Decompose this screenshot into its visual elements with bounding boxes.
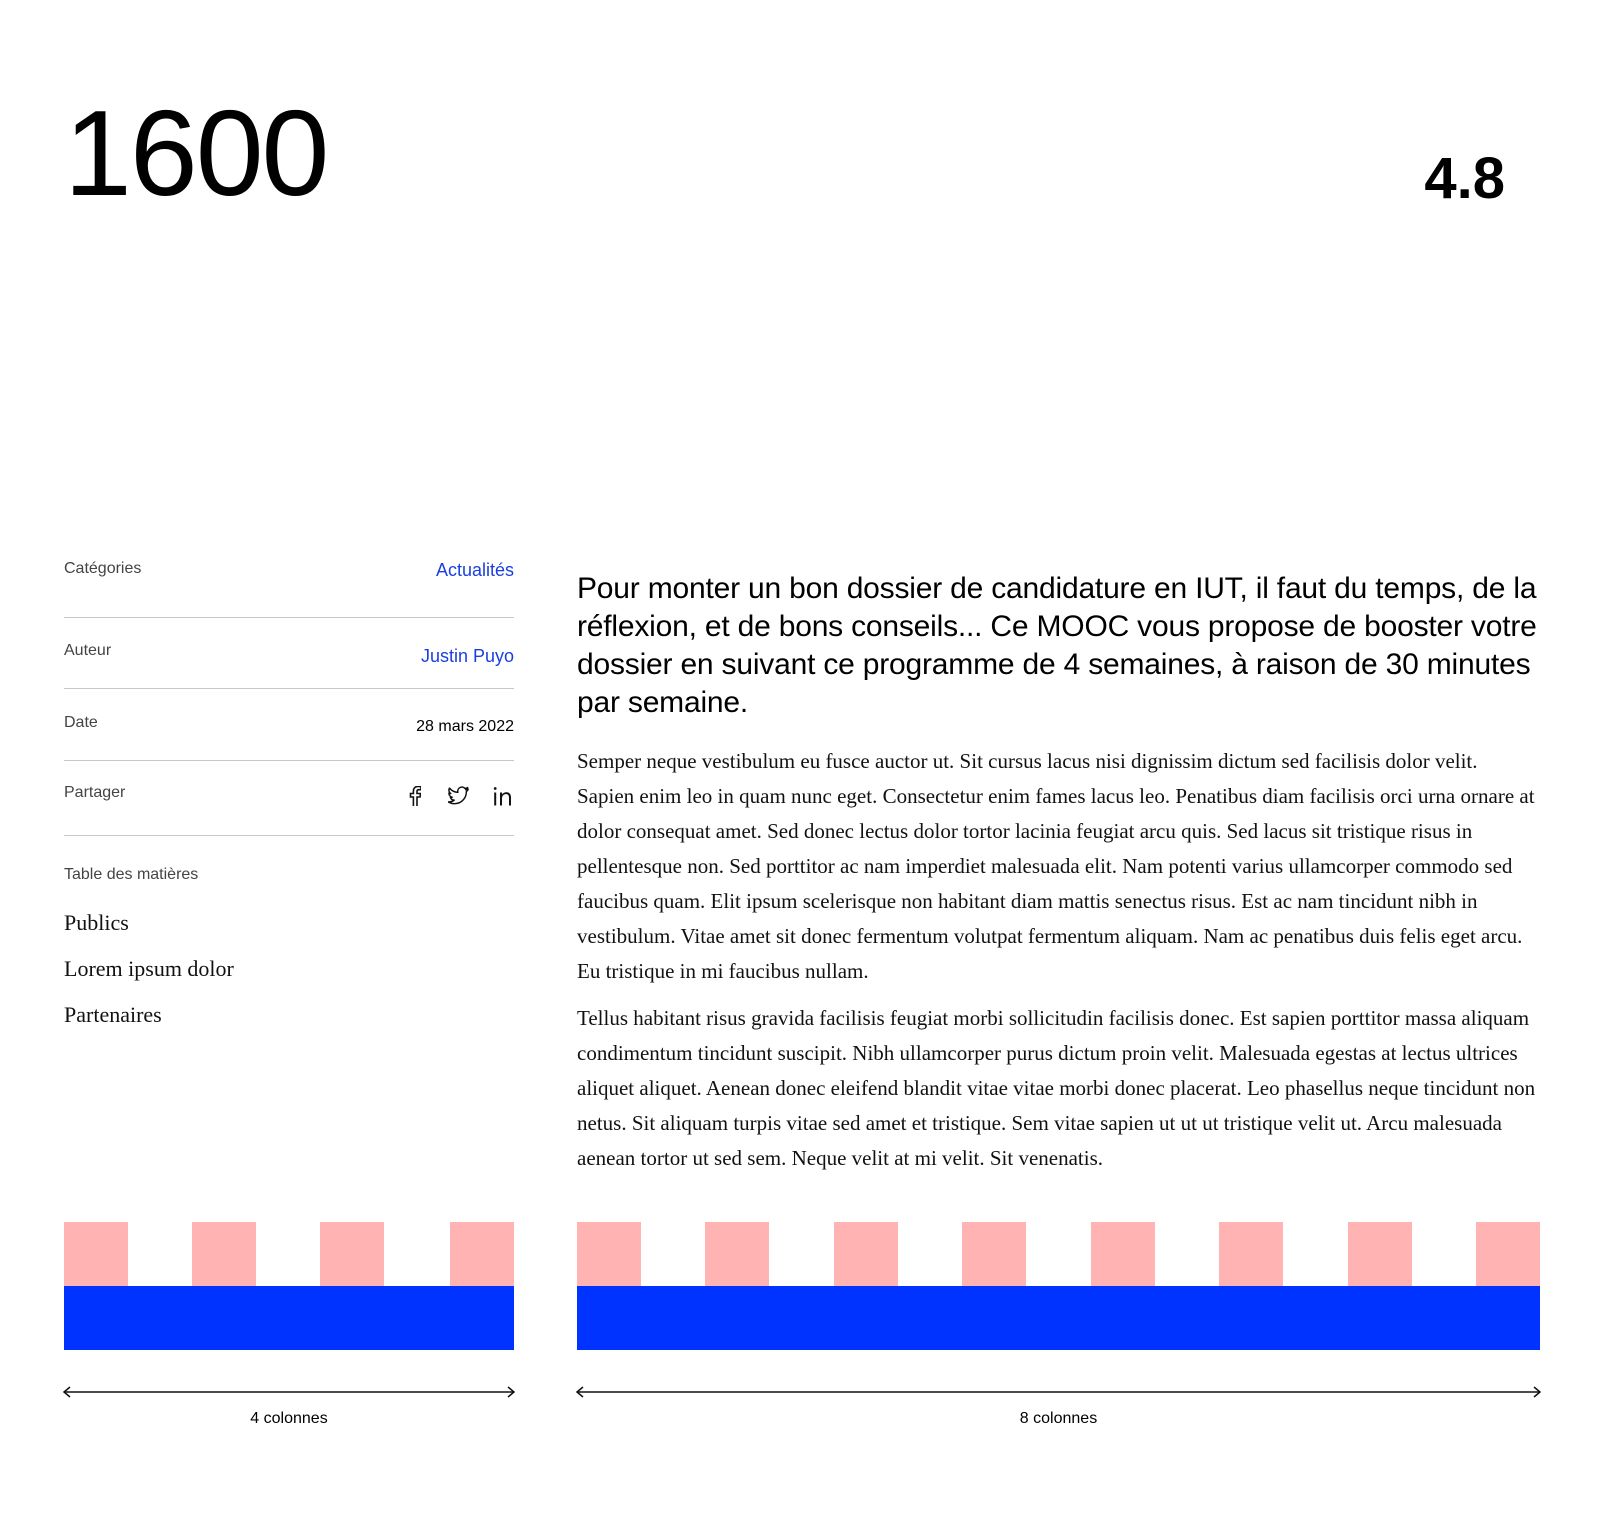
grid-span-bar (577, 1286, 1540, 1350)
grid-column (577, 1222, 641, 1286)
share-icons (404, 785, 514, 807)
table-of-contents (64, 836, 514, 1056)
toc-item-lorem[interactable]: Lorem ipsum dolor (64, 956, 234, 981)
grid-column (1219, 1222, 1283, 1286)
date-row (64, 689, 514, 761)
width-arrow-8 (575, 1386, 1542, 1398)
grid-column (192, 1222, 256, 1286)
grid-4-columns (64, 1222, 514, 1350)
linkedin-icon[interactable] (492, 785, 514, 807)
date-value: 28 mars 2022 (416, 718, 514, 735)
grid-column (1091, 1222, 1155, 1286)
toc-title: Table des matières (64, 866, 199, 883)
date-label: Date (64, 714, 98, 731)
grid-column (64, 1222, 128, 1286)
section-number: 4.8 (1424, 146, 1505, 211)
grid-column (834, 1222, 898, 1286)
grid-column (705, 1222, 769, 1286)
grid-4-label: 4 colonnes (250, 1410, 328, 1427)
article-body (577, 570, 1537, 1188)
article-lead: Pour monter un bon dossier de candidature en IUT, il faut du temps, de la réflexion, et de bons conseils... Ce MOOC vous propose de booster votre dossier en suivant ce programme de 4 semaines, à raison de 30 minutes par semaine. (577, 572, 1537, 719)
width-arrow-4 (62, 1386, 516, 1398)
grid-column (450, 1222, 514, 1286)
grid-8-label: 8 colonnes (1019, 1410, 1098, 1427)
twitter-icon[interactable] (448, 785, 470, 807)
share-label: Partager (64, 784, 126, 801)
categories-label: Catégories (64, 560, 142, 577)
share-row (64, 761, 514, 836)
author-row (64, 618, 514, 689)
article-sidebar (64, 560, 514, 1056)
category-link[interactable]: Actualités (435, 560, 514, 580)
article-paragraph: Tellus habitant risus gravida facilisis feugiat morbi sollicitudin facilisis donec. Est sapien porttitor massa aliquam condimentum tincidunt suscipit. Nibh ullamcorper purus dictum proin velit. Malesuada egestas at lectus ultrices aliquet aliquet. Aenean donec eleifend blandit vitae vitae morbi donec placerat. Leo phasellus neque tincidunt non netus. Sit aliquam turpis vitae sed amet et tristique. Sem vitae sapien ut ut ut tristique velit ut. Arcu malesuada aenean tortor ut sed sem. Neque velit at mi velit. Sit venenatis. (577, 1006, 1536, 1170)
toc-item-partenaires[interactable]: Partenaires (64, 1002, 162, 1027)
facebook-icon[interactable] (404, 785, 426, 807)
author-link[interactable]: Justin Puyo (420, 646, 514, 666)
grid-column (962, 1222, 1026, 1286)
grid-column (320, 1222, 384, 1286)
breakpoint-heading: 1600 (64, 85, 328, 221)
categories-row (64, 560, 514, 618)
grid-8-columns (577, 1222, 1540, 1350)
toc-item-publics[interactable]: Publics (64, 910, 129, 935)
author-label: Auteur (64, 642, 112, 659)
article-paragraph: Semper neque vestibulum eu fusce auctor ut. Sit cursus lacus nisi dignissim dictum sed facilisis dolor velit. Sapien enim leo in quam nunc eget. Consectetur enim fames lacus leo. Penatibus diam facilisis orci urna ornare at dolor consequat amet. Sed donec lectus dolor tortor lacinia feugiat arcu quis. Sed lacus sit tristique risus in pellentesque non. Sed porttitor ac nam imperdiet malesuada elit. Nam potenti varius ullamcorper commodo sed faucibus quam. Elit ipsum scelerisque non habitant diam mattis senectus risus. Est ac nam tincidunt nibh in vestibulum. Vitae amet sit donec fermentum volutpat fermentum aliquam. Nam ac penatibus duis felis eget arcu. Eu tristique in mi faucibus nullam. (577, 749, 1535, 983)
grid-span-bar (64, 1286, 514, 1350)
grid-column (1476, 1222, 1540, 1286)
grid-column (1348, 1222, 1412, 1286)
